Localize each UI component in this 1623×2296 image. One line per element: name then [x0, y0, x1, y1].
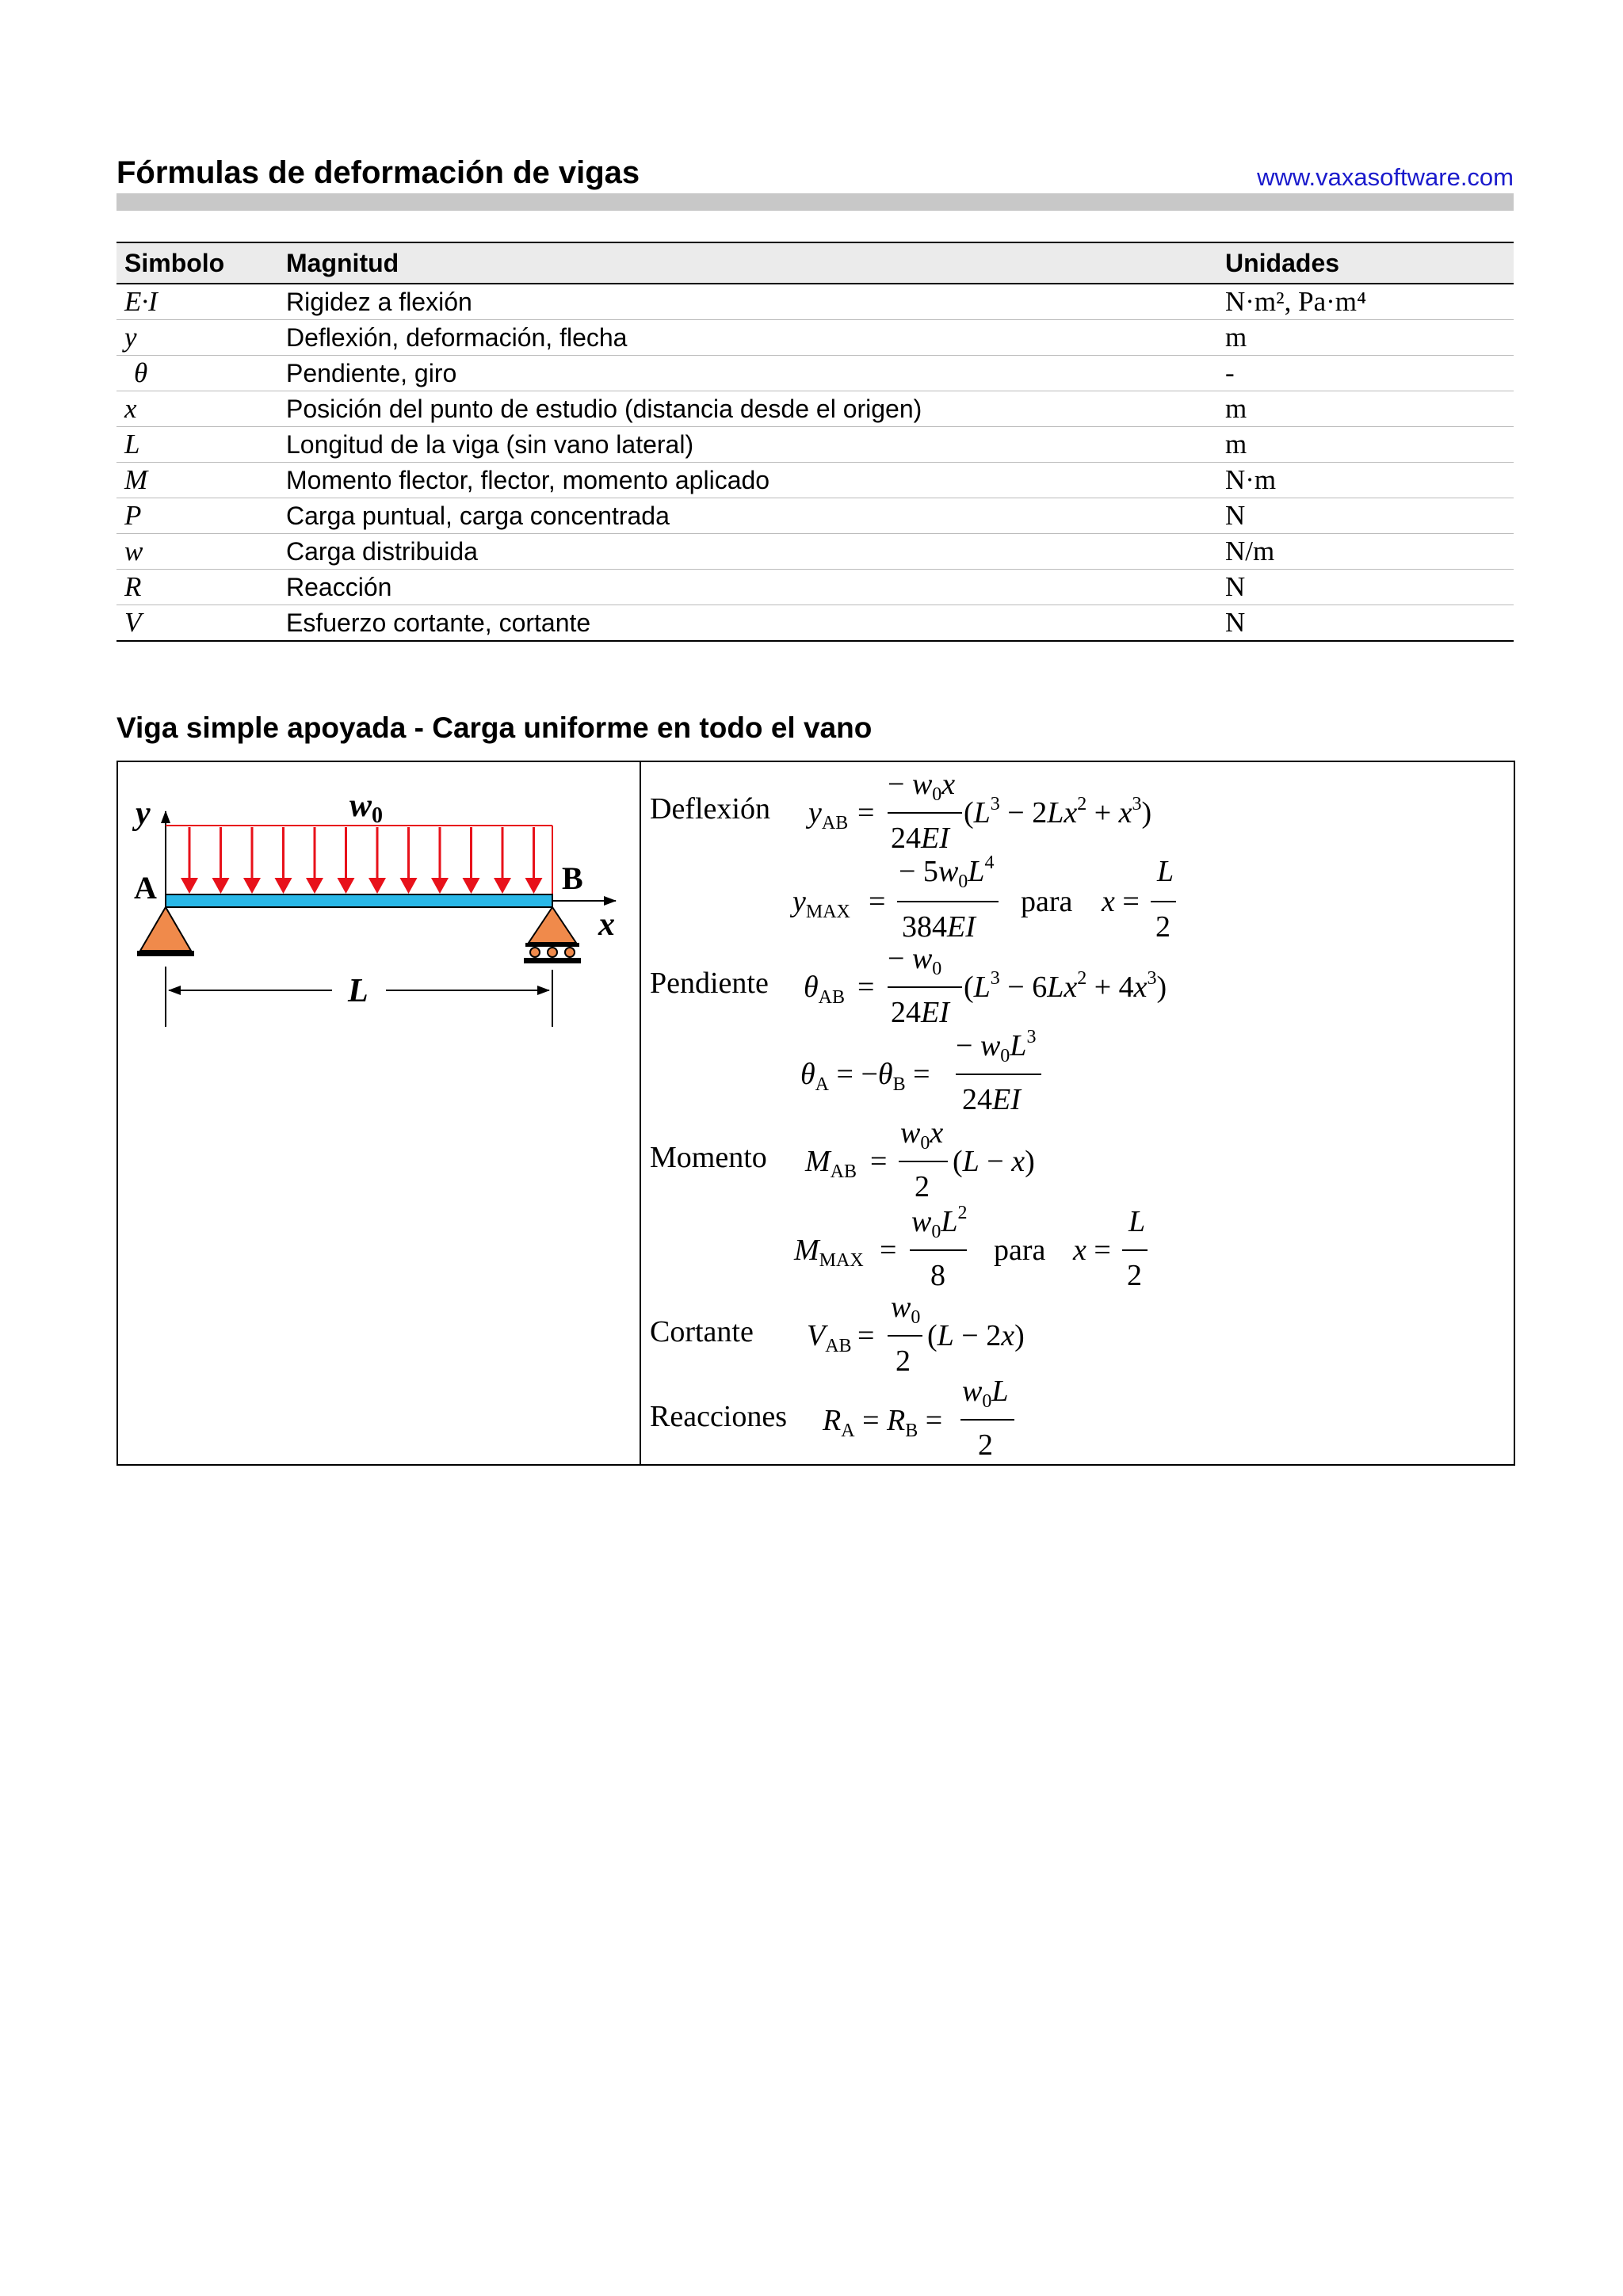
page-title: Fórmulas de deformación de vigas: [116, 155, 640, 190]
svg-text:− w0L3: − $w_0L^3$: [956, 1027, 1037, 1066]
table-row: [116, 356, 1514, 391]
section-title: Viga simple apoyada - Carga uniforme en todo el vano: [116, 711, 873, 744]
svg-text:w0L2: $w_0L^2$: [911, 1203, 968, 1242]
units-cell: m: [1217, 320, 1514, 356]
support-a-label: A: [134, 870, 157, 906]
svg-text:yMAX: $y_{MAX}$: [792, 885, 850, 922]
svg-text:=: =: [857, 796, 875, 830]
svg-text:− w0x: − $w_0x$: [888, 768, 956, 805]
units-cell: N: [1217, 498, 1514, 534]
svg-text:8: 8: [930, 1259, 945, 1292]
table-row: [116, 570, 1514, 605]
magnitude-cell: Carga puntual, carga concentrada: [278, 498, 1217, 534]
pin-support-a: [140, 907, 191, 951]
formulas-panel: [650, 761, 1510, 1463]
magnitude-cell: Esfuerzo cortante, cortante: [278, 605, 1217, 642]
svg-text:θAB: $\theta_{AB}$: [804, 971, 846, 1008]
magnitude-cell: Rigidez a flexión: [278, 284, 1217, 320]
table-row: [116, 391, 1514, 427]
roller-wheel: [565, 948, 575, 957]
pendiente-label: Pendiente: [650, 967, 769, 1000]
table-row: [116, 534, 1514, 570]
svg-text:24EI: 24EI: [891, 822, 949, 855]
magnitude-cell: Pendiente, giro: [278, 356, 1217, 391]
svg-text:2: 2: [1155, 910, 1170, 944]
load-arrow-head: [275, 878, 292, 894]
svg-text:x =: x =: [1102, 885, 1140, 918]
table-row: [116, 463, 1514, 498]
magnitude-cell: Carga distribuida: [278, 534, 1217, 570]
svg-text:384EI: 384EI: [902, 910, 976, 944]
table-row: [116, 427, 1514, 463]
header-simbolo: Simbolo: [116, 242, 278, 284]
svg-text:24EI: 24EI: [891, 996, 949, 1029]
support-b-label: B: [562, 860, 583, 896]
svg-text:w0L: $w_0L$: [962, 1375, 1009, 1412]
website-link[interactable]: www.vaxasoftware.com: [1257, 163, 1514, 191]
table-row: [116, 498, 1514, 534]
svg-text:yAB: $y_{AB}$: [808, 796, 849, 833]
para-label: para: [1021, 885, 1073, 918]
svg-text:(L − x): (L − x): [953, 1145, 1035, 1178]
header-unidades: Unidades: [1217, 242, 1514, 284]
roller-wheel: [530, 948, 540, 957]
load-arrow-head: [369, 878, 386, 894]
svg-text:w0x: $w_0x$: [900, 1116, 944, 1154]
symbol-cell: L: [116, 427, 278, 463]
magnitude-cell: Posición del punto de estudio (distancia desde el origen): [278, 391, 1217, 427]
beam-diagram: [118, 762, 638, 1079]
table-header-row: [116, 242, 1514, 284]
symbol-cell: θ: [116, 356, 278, 391]
symbol-cell: w: [116, 534, 278, 570]
svg-text:w0: $w_0$: [891, 1291, 921, 1328]
x-axis-label: x: [598, 906, 615, 943]
svg-text:θA = −θB =: $\theta_A = -\theta_B$ =: [800, 1058, 930, 1095]
units-cell: m: [1217, 427, 1514, 463]
load-label: w0: [349, 788, 384, 828]
header-divider-bar: [116, 193, 1514, 211]
reacciones-label: Reacciones: [650, 1400, 788, 1433]
svg-text:2: 2: [915, 1170, 930, 1203]
symbol-cell: V: [116, 605, 278, 642]
magnitude-cell: Reacción: [278, 570, 1217, 605]
length-label: L: [348, 973, 369, 1009]
svg-text:(L3 − 6Lx2 + 4x3): $(L^3 - 6Lx^2 + 4x^3)$: [964, 968, 1167, 1004]
symbol-cell: R: [116, 570, 278, 605]
units-cell: -: [1217, 356, 1514, 391]
svg-text:=: =: [857, 1319, 875, 1352]
magnitude-cell: Momento flector, flector, momento aplicado: [278, 463, 1217, 498]
table-row: [116, 605, 1514, 642]
box-divider: [640, 761, 641, 1464]
symbol-cell: M: [116, 463, 278, 498]
load-arrow-head: [494, 878, 511, 894]
symbol-cell: y: [116, 320, 278, 356]
momento-label: Momento: [650, 1141, 767, 1174]
distributed-load-arrows: [181, 827, 543, 894]
svg-text:=: =: [870, 1145, 888, 1178]
load-arrow-head: [338, 878, 355, 894]
svg-text:RA = RB =: $R_A = R_B$ =: [823, 1404, 943, 1441]
units-cell: N·m², Pa·m⁴: [1217, 284, 1514, 320]
svg-text:=: =: [880, 1234, 897, 1267]
load-arrow-head: [212, 878, 230, 894]
magnitude-cell: Deflexión, deformación, flecha: [278, 320, 1217, 356]
svg-text:− 5w0L4: − $5w_0L^4$: [899, 852, 995, 892]
svg-text:2: 2: [1127, 1259, 1142, 1292]
symbol-cell: x: [116, 391, 278, 427]
symbol-cell: P: [116, 498, 278, 534]
load-arrow-head: [431, 878, 449, 894]
cortante-label: Cortante: [650, 1315, 754, 1348]
deflexion-label: Deflexión: [650, 792, 770, 826]
table-row: [116, 320, 1514, 356]
svg-text:L: L: [1128, 1205, 1146, 1238]
svg-text:=: =: [869, 885, 886, 918]
symbol-table: [116, 242, 1514, 642]
table-row: [116, 284, 1514, 320]
load-arrow-head: [243, 878, 261, 894]
roller-plate-b: [525, 943, 579, 947]
magnitude-cell: Longitud de la viga (sin vano lateral): [278, 427, 1217, 463]
svg-text:(L − 2x): (L − 2x): [927, 1319, 1025, 1352]
svg-text:(L3 − 2Lx2 + x3): $(L^3 - 2Lx^2 + x^3)$: [964, 794, 1152, 830]
roller-wheel: [548, 948, 557, 957]
roller-support-b: [529, 907, 576, 943]
units-cell: N: [1217, 570, 1514, 605]
svg-text:2: 2: [896, 1344, 911, 1378]
svg-text:24EI: 24EI: [962, 1083, 1021, 1116]
svg-text:MAB: $M_{AB}$: [805, 1145, 857, 1182]
load-arrow-head: [181, 878, 198, 894]
load-arrow-head: [400, 878, 418, 894]
header-magnitud: Magnitud: [278, 242, 1217, 284]
svg-text:x =: x =: [1073, 1234, 1111, 1267]
svg-text:− w0: − $w_0$: [888, 942, 942, 979]
units-cell: m: [1217, 391, 1514, 427]
ground-a: [137, 951, 194, 956]
load-arrow-head: [463, 878, 480, 894]
y-axis-label: y: [136, 795, 151, 832]
ground-b: [524, 958, 581, 963]
para-label: para: [994, 1234, 1046, 1267]
units-cell: N/m: [1217, 534, 1514, 570]
load-arrow-head: [306, 878, 323, 894]
symbol-cell: E·I: [116, 284, 278, 320]
svg-text:=: =: [857, 971, 875, 1004]
units-cell: N: [1217, 605, 1514, 642]
units-cell: N·m: [1217, 463, 1514, 498]
svg-text:2: 2: [978, 1428, 993, 1462]
load-arrow-head: [525, 878, 543, 894]
svg-text:MMAX: $M_{MAX}$: [794, 1234, 864, 1271]
svg-text:L: L: [1157, 855, 1174, 888]
svg-text:VAB: $V_{AB}$: [807, 1319, 852, 1356]
beam: [166, 894, 552, 907]
